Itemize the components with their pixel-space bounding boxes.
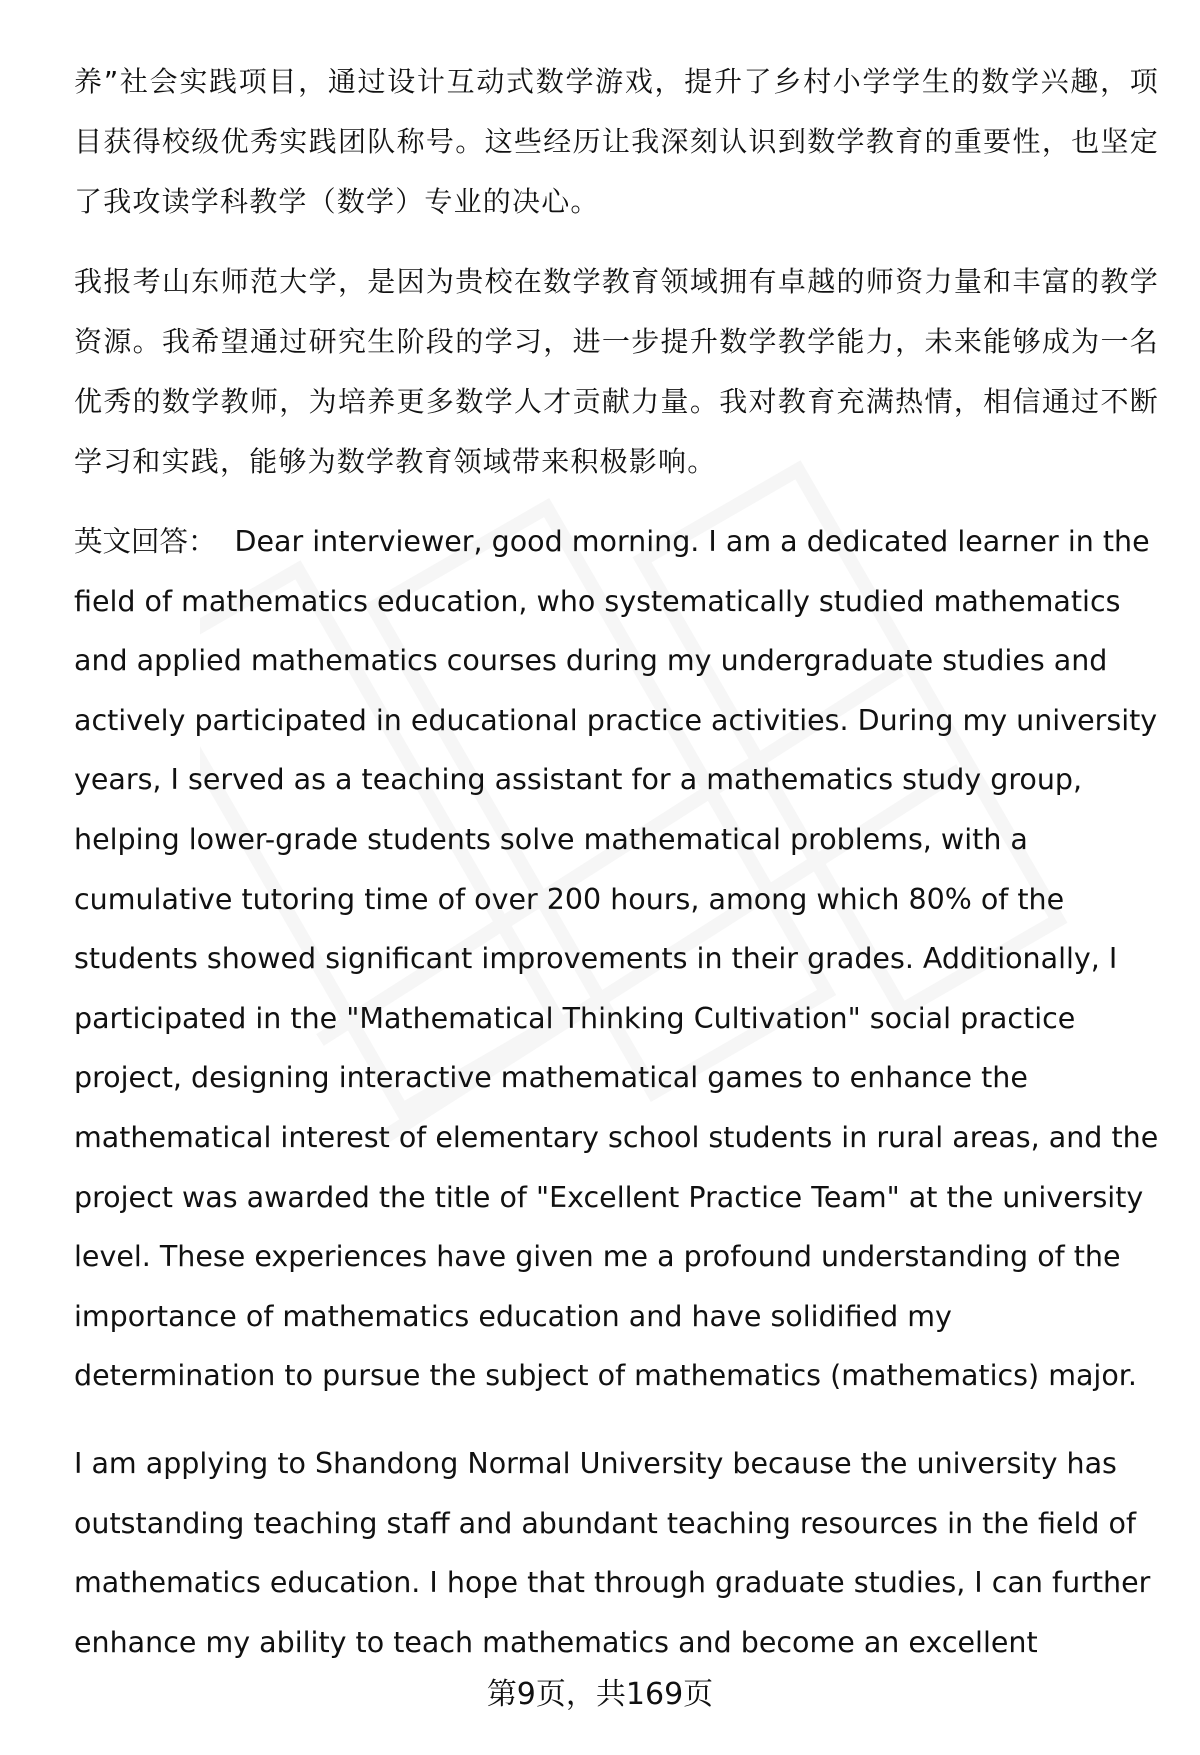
chinese-paragraph-2: 我报考山东师范大学，是因为贵校在数学教育领域拥有卓越的师资力量和丰富的教学资源。我希望通过研究生阶段的学习，进一步提升数学教学能力，未来能够成为一名优秀的数学教师，为培养更多数学人才贡献力量。我对教育充满热情，相信通过不断学习和实践，能够为数学教育领域带来积极影响。 [74,265,1159,478]
chinese-paragraph-1: 养”社会实践项目，通过设计互动式数学游戏，提升了乡村小学学生的数学兴趣，项目获得校级优秀实践团队称号。这些经历让我深刻认识到数学教育的重要性，也坚定了我攻读学科教学（数学）专业的决心。 [74,65,1159,218]
english-answer-paragraph [74,512,1159,1406]
english-answer-text: Dear interviewer, good morning. I am a dedicated learner in the field of mathematics education, who systematically studied mathematics and applied mathematics courses during my undergraduate studies and actively participated in educational practice activities. During my university years, I served as a teaching assistant for a mathematics study group, helping lower-grade students solve mathematical problems, with a cumulative tutoring time of over 200 hours, among which 80% of the students showed significant improvements in their grades. Additionally, I participated in the "Mathematical Thinking Cultivation" social practice project, designing interactive mathematical games to enhance the mathematical interest of elementary school students in rural areas, and the project was awarded the title of "Excellent Practice Team" at the university level. These experiences have given me a profound understanding of the importance of mathematics education and have solidified my determination to pursue the subject of mathematics (mathematics) major. [74,525,1159,1393]
page-number: 第9页，共169页 [486,1677,714,1712]
english-paragraph-2: I am applying to Shandong Normal University because the university has outstanding teaching staff and abundant teaching resources in the field of mathematics education. I hope that through graduate studies, I can further enhance my ability to teach mathematics and become an excellent [74,1446,1151,1659]
english-answer-label: 英文回答： [74,525,217,558]
main-content [74,52,1159,1700]
